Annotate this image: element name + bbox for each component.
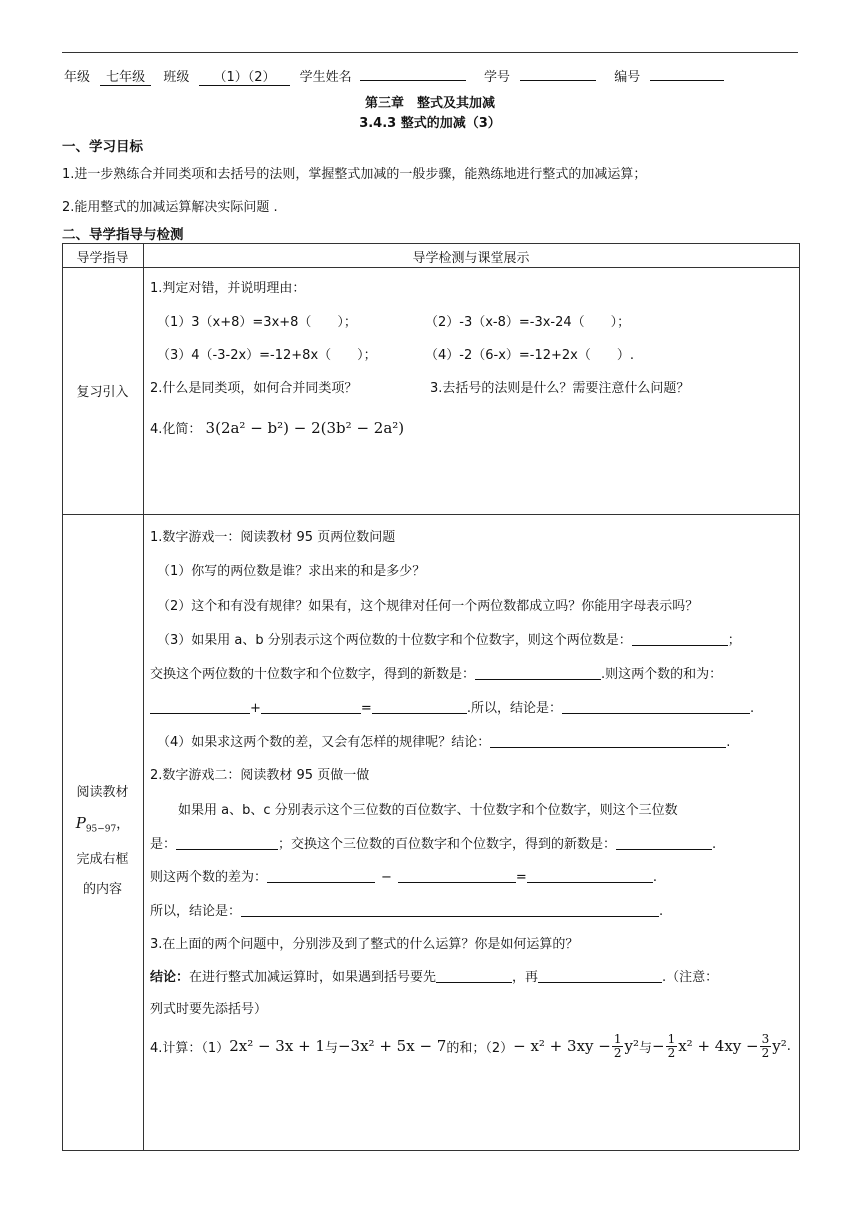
goal-1: 1.进一步熟练合并同类项和去括号的法则，掌握整式加减的一般步骤，能熟练地进行整式的加减运算； [62, 167, 647, 182]
goal-2: 2.能用整式的加减运算解决实际问题 . [62, 200, 278, 215]
reading-g1-3c-mid: .所以，结论是： [466, 701, 562, 716]
reading-g1-4 [157, 731, 730, 750]
reading-conclusion [150, 966, 718, 985]
reading-g1-1: （1）你写的两位数是谁？求出来的和是多少？ [157, 564, 426, 579]
section-guidance-heading: 二、导学指导与检测 [62, 227, 184, 243]
review-q1-item3: （3）4（-3-2x）=-12+8x（ ）； [157, 348, 377, 363]
g4-expression-3a: − x² + 3xy − [513, 1037, 611, 1055]
reading-g2: 2.数字游戏二：阅读教材 95 页做一做 [150, 768, 370, 783]
reading-g2-d-text: 所以，结论是： [150, 904, 242, 919]
review-q1-item2: （2）-3（x-8）=-3x-24（ ）； [425, 315, 631, 330]
row-label-reading-line1: 阅读教材 [76, 785, 129, 800]
period-5: . [659, 904, 664, 919]
reading-g1-3a-text: （3）如果用 a、b 分别表示这个两位数的十位数字和个位数字，则这个两位数是： [157, 633, 632, 648]
reading-g2-a: 如果用 a、b、c 分别表示这个三位数的百位数字、十位数字和个位数字，则这个三位数 [178, 803, 678, 818]
difference-blank-2[interactable] [398, 868, 516, 883]
review-q1: 1.判定对错，并说明理由： [150, 281, 306, 296]
difference-conclusion-blank[interactable] [490, 733, 726, 748]
table-right-border [799, 243, 800, 1150]
pages-range: 95−97 [85, 824, 117, 835]
equals-sign-2: = [515, 870, 527, 885]
review-q4-prefix: 4.化简： [150, 422, 202, 437]
conclusion-blank-1[interactable] [436, 968, 512, 983]
review-q3: 3.去括号的法则是什么？需要注意什么问题？ [430, 381, 690, 396]
grade-label: 年级 [64, 70, 91, 85]
reading-g1-3c [150, 697, 754, 716]
reading-g1-3b-text: 交换这个两位数的十位数字和个位数字，得到的新数是： [150, 667, 476, 682]
fraction-numerator: 1 [667, 1031, 676, 1046]
period-4: . [652, 870, 657, 885]
row-label-reading-pages [62, 808, 143, 845]
sum-result-blank[interactable] [372, 699, 467, 714]
plus-sign: + [250, 701, 261, 716]
pages-comma: ， [116, 817, 130, 832]
period-1: . [749, 701, 755, 716]
period-2: . [726, 735, 731, 750]
student-info-line [64, 66, 724, 86]
reading-g1-2: （2）这个和有没有规律？如果有，这个规律对任何一个两位数都成立吗？你能用字母表示吗？ [157, 599, 699, 614]
grade-value: 七年级 [100, 66, 151, 86]
student-number-label: 学号 [483, 70, 510, 85]
sum-blank-2[interactable] [261, 699, 361, 714]
review-q1-item4: （4）-2（6-x）=-12+2x（ ）. [425, 348, 635, 363]
table-row-border [62, 514, 799, 515]
reading-g2-b [150, 833, 716, 852]
review-q1-item1: （1）3（x+8）=3x+8（ ）； [157, 315, 357, 330]
pages-symbol: P [75, 814, 86, 832]
column-header-check: 导学检测与课堂展示 [412, 251, 530, 266]
header-rule [62, 52, 798, 53]
sum-conclusion-blank[interactable] [562, 699, 750, 714]
reading-g1-3b [150, 663, 722, 682]
difference-result-blank[interactable] [527, 868, 653, 883]
sum-blank-1[interactable] [150, 699, 250, 714]
column-header-guidance: 导学指导 [76, 251, 129, 266]
student-number-field[interactable] [520, 66, 596, 81]
fraction-three-halves [760, 1033, 772, 1060]
table-header-border [62, 267, 799, 268]
conclusion-text-c: .（注意： [662, 970, 719, 985]
conclusion-blank-2[interactable] [538, 968, 662, 983]
period-3: . [712, 837, 717, 852]
class-value: （1）（2） [199, 66, 289, 86]
lesson-title: 3.4.3 整式的加减（3） [359, 116, 501, 131]
reading-g3: 3.在上面的两个问题中，分别涉及到了整式的什么运算？你是如何运算的？ [150, 937, 579, 952]
three-digit-conclusion-blank[interactable] [241, 902, 659, 917]
code-field[interactable] [650, 66, 724, 81]
reading-g2-b1: 是： [150, 837, 177, 852]
review-q4 [150, 418, 404, 437]
reading-g2-c [150, 866, 657, 885]
g4-mid: 的和；（2） [446, 1040, 514, 1056]
code-label: 编号 [614, 70, 641, 85]
review-q2: 2.什么是同类项，如何合并同类项？ [150, 381, 358, 396]
student-name-label: 学生姓名 [299, 70, 352, 85]
section-learning-goals-heading: 一、学习目标 [62, 139, 143, 155]
g4-y-squared-1: y² [624, 1037, 639, 1055]
chapter-title: 第三章 整式及其加减 [364, 96, 495, 111]
fraction-one-half-b [666, 1033, 678, 1060]
g4-prefix: 4.计算：（1） [150, 1040, 230, 1056]
g4-expression-2: −3x² + 5x − 7 [337, 1037, 447, 1055]
new-three-digit-number-blank[interactable] [616, 835, 712, 850]
reading-g1-3b-end: .则这两个数的和为： [601, 667, 723, 682]
two-digit-number-blank[interactable] [632, 631, 728, 646]
reading-g1-3a [157, 629, 741, 648]
fraction-denominator: 2 [667, 1045, 676, 1060]
conclusion-text-b: ，再 [512, 970, 539, 985]
row-label-reading-line4: 的内容 [82, 881, 122, 897]
reading-g4 [150, 1030, 791, 1062]
row-label-reading-line3: 完成右框 [76, 851, 129, 867]
fraction-numerator: 3 [761, 1031, 770, 1046]
reading-g1-4-text: （4）如果求这两个数的差，又会有怎样的规律呢？结论： [157, 735, 491, 750]
reading-g2-c-text: 则这两个数的差为： [150, 870, 268, 885]
reading-conclusion-note: 列式时要先添括号） [150, 1002, 268, 1017]
g4-expression-4-minus: − [652, 1037, 665, 1055]
g4-with-2: 与 [638, 1040, 652, 1056]
row-label-review: 复习引入 [76, 385, 129, 400]
row-label-reading [62, 778, 143, 905]
reading-g2-d [150, 900, 663, 919]
table-left-border [62, 243, 63, 1150]
g4-y-squared-2: y² [772, 1037, 787, 1055]
fraction-one-half-a [612, 1033, 624, 1060]
reading-g2-b2: ；交换这个三位数的百位数字和个位数字，得到的新数是： [278, 837, 617, 852]
minus-sign: − [381, 870, 392, 885]
table-top-border [62, 243, 799, 244]
student-name-field[interactable] [360, 66, 466, 81]
equals-sign: = [360, 701, 372, 716]
table-column-divider [143, 243, 144, 1150]
g4-expression-1: 2x² − 3x + 1 [229, 1037, 325, 1055]
conclusion-text-a: 在进行整式加减运算时，如果遇到括号要先 [189, 970, 437, 985]
fraction-numerator: 1 [613, 1031, 622, 1046]
conclusion-label: 结论： [150, 970, 190, 985]
fraction-denominator: 2 [613, 1045, 622, 1060]
swapped-number-blank[interactable] [475, 665, 601, 680]
g4-with-1: 与 [324, 1040, 338, 1056]
class-label: 班级 [163, 70, 190, 85]
fraction-denominator: 2 [761, 1045, 770, 1060]
g4-expression-4b: x² + 4xy − [678, 1037, 759, 1055]
three-digit-number-blank[interactable] [176, 835, 278, 850]
table-bottom-border [62, 1150, 799, 1151]
g4-end: . [786, 1038, 791, 1054]
reading-g1-3a-end: ； [727, 633, 741, 648]
difference-blank-1[interactable] [267, 868, 375, 883]
review-q4-expression: 3(2a² − b²) − 2(3b² − 2a²) [205, 419, 405, 437]
reading-g1: 1.数字游戏一：阅读教材 95 页两位数问题 [150, 530, 396, 545]
